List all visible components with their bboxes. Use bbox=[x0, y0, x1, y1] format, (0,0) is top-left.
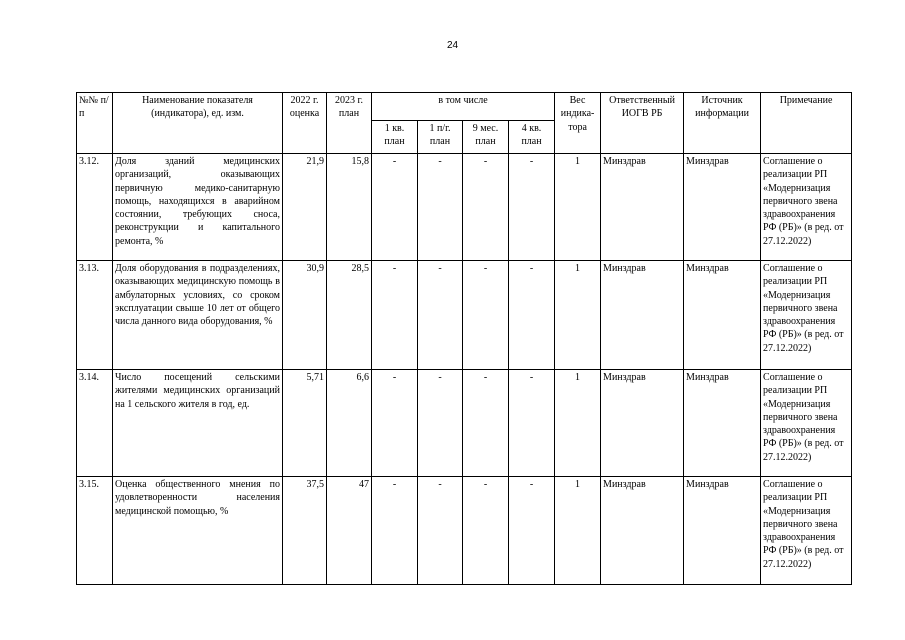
page-number: 24 bbox=[446, 40, 459, 51]
value-h1: - bbox=[418, 477, 463, 585]
value-2022: 5,71 bbox=[283, 370, 327, 477]
header-row-1 bbox=[77, 93, 852, 121]
row-number: 3.13. bbox=[77, 261, 113, 370]
value-q4: - bbox=[509, 154, 555, 261]
source: Минздрав bbox=[684, 261, 761, 370]
value-9m: - bbox=[463, 370, 509, 477]
value-q1: - bbox=[372, 370, 418, 477]
value-2022: 30,9 bbox=[283, 261, 327, 370]
note: Соглашение о реализации РП «Модернизация первичного звена здравоохранения РФ (РБ)» (в ред. от 27.12.2022) bbox=[761, 370, 852, 477]
note: Соглашение о реализации РП «Модернизация первичного звена здравоохранения РФ (РБ)» (в ред. от 27.12.2022) bbox=[761, 477, 852, 585]
value-q1: - bbox=[372, 261, 418, 370]
source: Минздрав bbox=[684, 370, 761, 477]
value-h1: - bbox=[418, 370, 463, 477]
indicator-name: Доля оборудования в подразделениях, оказывающих медицинскую помощь в амбулаторных условиях, со сроком эксплуатации свыше 10 лет от общего числа данного вида оборудования, % bbox=[113, 261, 283, 370]
value-q1: - bbox=[372, 154, 418, 261]
note: Соглашение о реализации РП «Модернизация первичного звена здравоохранения РФ (РБ)» (в ред. от 27.12.2022) bbox=[761, 154, 852, 261]
col-header-weight: Вес индика-тора bbox=[555, 93, 601, 154]
value-2023: 6,6 bbox=[327, 370, 372, 477]
value-2023: 47 bbox=[327, 477, 372, 585]
table-row bbox=[77, 154, 852, 261]
value-q4: - bbox=[509, 370, 555, 477]
responsible: Минздрав bbox=[601, 261, 684, 370]
value-9m: - bbox=[463, 477, 509, 585]
table-row bbox=[77, 477, 852, 585]
note: Соглашение о реализации РП «Модернизация первичного звена здравоохранения РФ (РБ)» (в ред. от 27.12.2022) bbox=[761, 261, 852, 370]
value-q1: - bbox=[372, 477, 418, 585]
table-row bbox=[77, 261, 852, 370]
value-2023: 28,5 bbox=[327, 261, 372, 370]
col-header-9m: 9 мес. план bbox=[463, 121, 509, 154]
col-header-note: Примечание bbox=[761, 93, 852, 154]
indicators-table bbox=[76, 92, 852, 585]
value-2022: 21,9 bbox=[283, 154, 327, 261]
col-header-responsible: Ответственный ИОГВ РБ bbox=[601, 93, 684, 154]
col-header-q4: 4 кв. план bbox=[509, 121, 555, 154]
responsible: Минздрав bbox=[601, 370, 684, 477]
value-9m: - bbox=[463, 261, 509, 370]
row-number: 3.14. bbox=[77, 370, 113, 477]
weight: 1 bbox=[555, 370, 601, 477]
row-number: 3.12. bbox=[77, 154, 113, 261]
value-q4: - bbox=[509, 477, 555, 585]
weight: 1 bbox=[555, 477, 601, 585]
indicator-name: Оценка общественного мнения по удовлетворенности населения медицинской помощью, % bbox=[113, 477, 283, 585]
col-header-q1: 1 кв. план bbox=[372, 121, 418, 154]
col-header-including: в том числе bbox=[372, 93, 555, 121]
col-header-2023: 2023 г. план bbox=[327, 93, 372, 154]
table-row bbox=[77, 370, 852, 477]
indicator-name: Доля зданий медицинских организаций, оказывающих первичную медико-санитарную помощь, находящихся в аварийном состоянии, требующих сноса, реконструкции и капитального ремонта, % bbox=[113, 154, 283, 261]
col-header-2022: 2022 г. оценка bbox=[283, 93, 327, 154]
col-header-h1: 1 п/г. план bbox=[418, 121, 463, 154]
value-9m: - bbox=[463, 154, 509, 261]
source: Минздрав bbox=[684, 477, 761, 585]
indicator-name: Число посещений сельскими жителями медицинских организаций на 1 сельского жителя в год, ед. bbox=[113, 370, 283, 477]
responsible: Минздрав bbox=[601, 477, 684, 585]
weight: 1 bbox=[555, 261, 601, 370]
col-header-name: Наименование показателя (индикатора), ед. изм. bbox=[113, 93, 283, 154]
col-header-num: №№ п/п bbox=[77, 93, 113, 154]
value-2023: 15,8 bbox=[327, 154, 372, 261]
col-header-source: Источник информации bbox=[684, 93, 761, 154]
row-number: 3.15. bbox=[77, 477, 113, 585]
weight: 1 bbox=[555, 154, 601, 261]
responsible: Минздрав bbox=[601, 154, 684, 261]
value-h1: - bbox=[418, 154, 463, 261]
source: Минздрав bbox=[684, 154, 761, 261]
value-q4: - bbox=[509, 261, 555, 370]
value-2022: 37,5 bbox=[283, 477, 327, 585]
value-h1: - bbox=[418, 261, 463, 370]
